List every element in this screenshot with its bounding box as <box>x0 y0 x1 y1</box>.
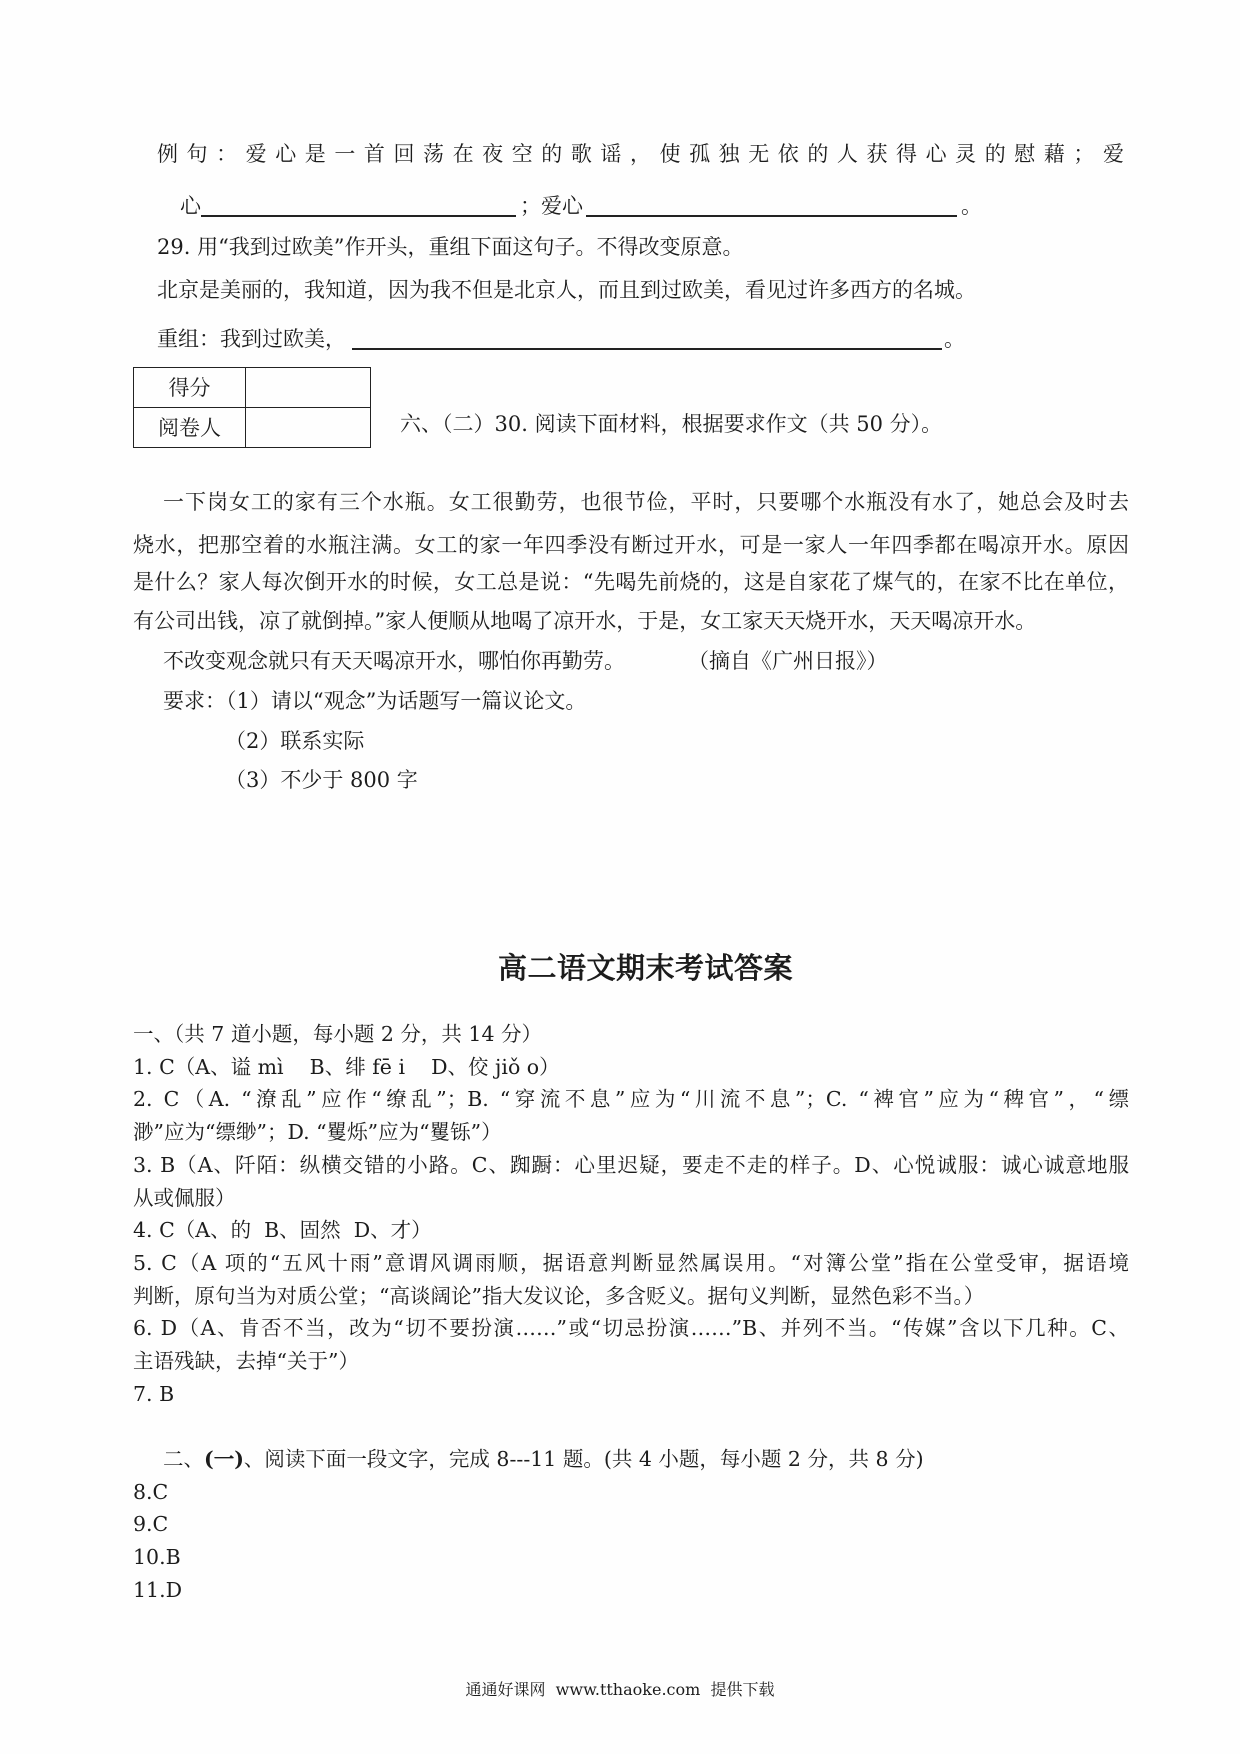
example-blank-line <box>180 194 982 218</box>
essay-material-line: 有公司出钱，凉了就倒掉。”家人便顺从地喝了凉开水，于是，女工家天天烧开水，天天喝凉开水。 <box>133 609 1037 633</box>
answer-line: 4. C（A、的 B、固然 D、才） <box>133 1218 432 1243</box>
grader-value-cell <box>246 408 371 448</box>
answer-blank-1 <box>201 195 516 217</box>
answer-line: 渺”应为“缥缈”；D. “矍烁”应为“矍铄”） <box>133 1120 502 1145</box>
page-footer: 通通好课网 www.tthaoke.com 提供下载 <box>465 1680 775 1699</box>
answer-line: 9.C <box>133 1512 169 1537</box>
answer-line: 1. C（A、谥 mì B、绯 fē i D、佼 jiǒ o） <box>133 1054 560 1079</box>
blank-end: 。 <box>961 194 982 218</box>
answer-blank-2 <box>586 195 957 217</box>
essay-material-line: 是什么？家人每次倒开水的时候，女工总是说：“先喝先前烧的，这是自家花了煤气的，在家不比在单位， <box>133 570 1129 594</box>
rewrite-prefix: 重组：我到过欧美， <box>157 327 346 351</box>
example-sentence-line: 例句：爱心是一首回荡在夜空的歌谣，使孤独无依的人获得心灵的慰藉；爱 <box>157 142 1124 166</box>
question-29-prompt: 29. 用“我到过欧美”作开头，重组下面这句子。不得改变原意。 <box>157 235 744 259</box>
answer-line: 6. D（A、肯否不当，改为“切不要扮演……”或“切忌扮演……”B、并列不当。“传媒”含以下几种。C、 <box>133 1316 1129 1341</box>
blank-middle: ；爱心 <box>520 194 583 218</box>
answer-line: 10.B <box>133 1545 181 1570</box>
essay-material-line: 一下岗女工的家有三个水瓶。女工很勤劳，也很节俭，平时，只要哪个水瓶没有水了，她总会及时去 <box>163 490 1129 514</box>
answer-line: 从或佩服） <box>133 1185 236 1210</box>
answer-line: 主语残缺，去掉“关于”） <box>133 1349 359 1374</box>
answer-line: 7. B <box>133 1381 175 1406</box>
score-table <box>133 367 371 448</box>
essay-heading: 六、（二）30. 阅读下面材料，根据要求作文（共 50 分）。 <box>400 412 943 436</box>
answers-section-2 <box>133 1443 1129 1607</box>
section-2-heading-text: 、阅读下面一段文字，完成 8---11 题。(共 4 小题，每小题 2 分，共 8 分) <box>243 1447 924 1471</box>
answer-line: 判断，原句当为对质公堂；“高谈阔论”指大发议论，多含贬义。据句义判断，显然色彩不当。） <box>133 1283 985 1308</box>
grader-label: 阅卷人 <box>134 408 246 448</box>
question-29-sentence: 北京是美丽的，我知道，因为我不但是北京人，而且到过欧美，看见过许多西方的名城。 <box>157 278 976 302</box>
essay-source: （摘自《广州日报》） <box>688 649 888 673</box>
section-2-heading-prefix: 二、 <box>163 1447 204 1471</box>
score-value-cell <box>246 368 371 408</box>
section-2-heading-marker: (一) <box>204 1447 244 1471</box>
essay-requirement: （2）联系实际 <box>225 729 365 753</box>
answer-line: 2. C（A. “潦乱”应作“缭乱”；B. “穿流不息”应为“川流不息”；C. “裨官”应为“稗官”，“缥 <box>133 1087 1129 1112</box>
section-2-heading <box>133 1443 1129 1476</box>
essay-conclusion: 不改变观念就只有天天喝凉开水，哪怕你再勤劳。 <box>163 649 625 673</box>
answer-line: 11.D <box>133 1577 183 1602</box>
answer-line: 5. C（A 项的“五风十雨”意谓风调雨顺，据语意判断显然属误用。“对簿公堂”指在公堂受审，据语境 <box>133 1250 1129 1275</box>
answer-key-title: 高二语文期末考试答案 <box>498 951 794 985</box>
essay-material-line: 烧水，把那空着的水瓶注满。女工的家一年四季没有断过开水，可是一家人一年四季都在喝凉开水。原因 <box>133 533 1129 557</box>
rewrite-blank <box>352 328 942 350</box>
essay-requirement: 要求：（1）请以“观念”为话题写一篇议论文。 <box>163 689 587 713</box>
section-1-heading: 一、（共 7 道小题，每小题 2 分，共 14 分） <box>133 1022 543 1046</box>
question-29-rewrite-line <box>157 327 965 351</box>
essay-requirement: （3）不少于 800 字 <box>225 768 418 792</box>
blank-prefix: 心 <box>180 194 201 218</box>
answer-line: 8.C <box>133 1479 169 1504</box>
score-label: 得分 <box>134 368 246 408</box>
answer-line: 3. B（A、阡陌：纵横交错的小路。C、踟蹰：心里迟疑，要走不走的样子。D、心悦诚服：诚心诚意地服 <box>133 1152 1129 1177</box>
rewrite-end: 。 <box>944 327 965 351</box>
answers-section-1 <box>133 1018 1129 1410</box>
